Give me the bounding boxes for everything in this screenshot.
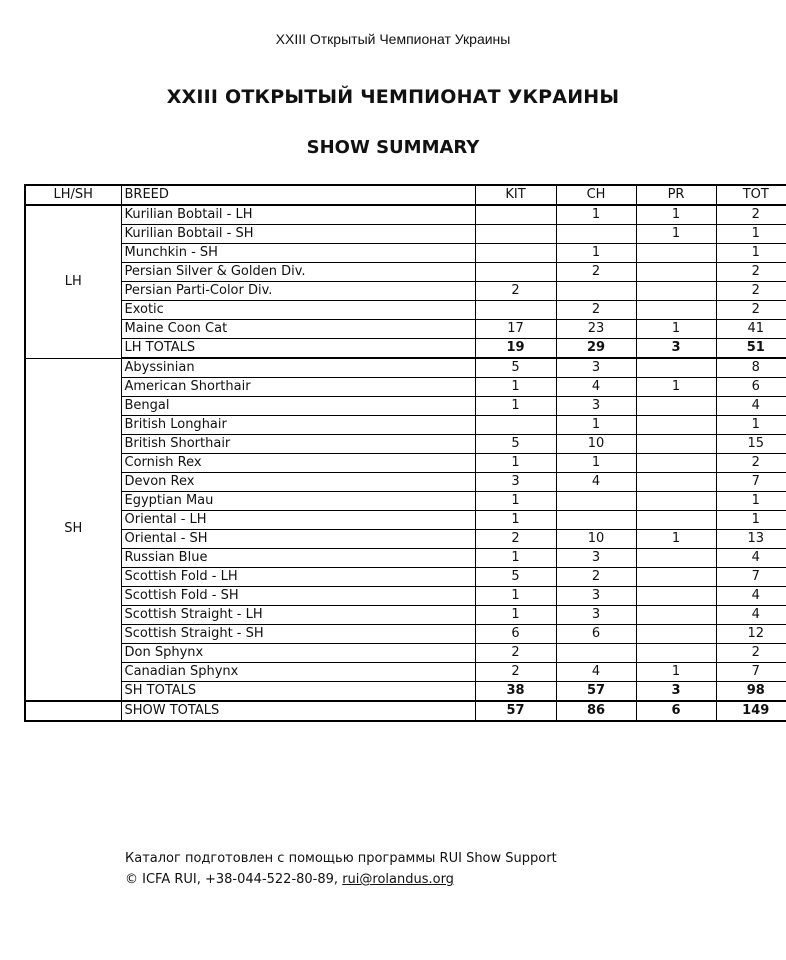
ch-cell: 4 xyxy=(556,663,636,682)
table-row xyxy=(25,397,786,416)
show-total-kit-cell: 57 xyxy=(475,701,556,721)
table-row xyxy=(25,225,786,244)
breed-cell: Exotic xyxy=(121,301,475,320)
pr-cell xyxy=(636,397,716,416)
total-pr-cell: 3 xyxy=(636,682,716,702)
table-row xyxy=(25,435,786,454)
kit-cell: 2 xyxy=(475,282,556,301)
table-row xyxy=(25,205,786,225)
tot-cell: 41 xyxy=(716,320,786,339)
ch-cell xyxy=(556,644,636,663)
breed-cell: Canadian Sphynx xyxy=(121,663,475,682)
breed-cell: Egyptian Mau xyxy=(121,492,475,511)
show-total-group-cell xyxy=(25,701,121,721)
ch-cell: 1 xyxy=(556,416,636,435)
pr-cell xyxy=(636,587,716,606)
ch-cell xyxy=(556,511,636,530)
table-row xyxy=(25,492,786,511)
pr-cell xyxy=(636,644,716,663)
page-subtitle: SHOW SUMMARY xyxy=(306,137,480,158)
breed-cell: Bengal xyxy=(121,397,475,416)
tot-cell: 1 xyxy=(716,225,786,244)
table-row xyxy=(25,606,786,625)
group-label-cell: SH xyxy=(25,358,121,701)
breed-cell: Don Sphynx xyxy=(121,644,475,663)
show-total-pr-cell: 6 xyxy=(636,701,716,721)
column-header-breed: BREED xyxy=(121,185,475,205)
tot-cell: 1 xyxy=(716,416,786,435)
tot-cell: 7 xyxy=(716,473,786,492)
breed-cell: Maine Coon Cat xyxy=(121,320,475,339)
pr-cell xyxy=(636,511,716,530)
table-row xyxy=(25,625,786,644)
pr-cell xyxy=(636,244,716,263)
tot-cell: 15 xyxy=(716,435,786,454)
table-header-row xyxy=(25,185,786,205)
ch-cell xyxy=(556,282,636,301)
tot-cell: 2 xyxy=(716,644,786,663)
table-row xyxy=(25,587,786,606)
pr-cell: 1 xyxy=(636,663,716,682)
ch-cell: 2 xyxy=(556,263,636,282)
kit-cell xyxy=(475,263,556,282)
pr-cell xyxy=(636,473,716,492)
table-row xyxy=(25,378,786,397)
total-kit-cell: 38 xyxy=(475,682,556,702)
breed-cell: American Shorthair xyxy=(121,378,475,397)
pr-cell xyxy=(636,606,716,625)
kit-cell xyxy=(475,244,556,263)
breed-cell: Oriental - SH xyxy=(121,530,475,549)
pr-cell xyxy=(636,435,716,454)
column-header-kit: KIT xyxy=(475,185,556,205)
total-pr-cell: 3 xyxy=(636,339,716,359)
kit-cell: 5 xyxy=(475,358,556,378)
ch-cell: 3 xyxy=(556,587,636,606)
kit-cell xyxy=(475,301,556,320)
pr-cell xyxy=(636,454,716,473)
ch-cell: 10 xyxy=(556,435,636,454)
table-row xyxy=(25,663,786,682)
pr-cell xyxy=(636,625,716,644)
pr-cell xyxy=(636,263,716,282)
total-label-cell: SH TOTALS xyxy=(121,682,475,702)
breed-cell: Persian Parti-Color Div. xyxy=(121,282,475,301)
ch-cell: 3 xyxy=(556,606,636,625)
table-row xyxy=(25,511,786,530)
group-label-cell: LH xyxy=(25,205,121,358)
tot-cell: 13 xyxy=(716,530,786,549)
tot-cell: 4 xyxy=(716,397,786,416)
breed-cell: Persian Silver & Golden Div. xyxy=(121,263,475,282)
kit-cell: 1 xyxy=(475,549,556,568)
kit-cell: 2 xyxy=(475,530,556,549)
pr-cell xyxy=(636,416,716,435)
pr-cell: 1 xyxy=(636,320,716,339)
pr-cell: 1 xyxy=(636,530,716,549)
kit-cell: 6 xyxy=(475,625,556,644)
table-row xyxy=(25,263,786,282)
kit-cell: 5 xyxy=(475,568,556,587)
tot-cell: 2 xyxy=(716,454,786,473)
breed-cell: British Shorthair xyxy=(121,435,475,454)
ch-cell: 23 xyxy=(556,320,636,339)
group-total-row xyxy=(25,682,786,702)
kit-cell: 1 xyxy=(475,511,556,530)
kit-cell: 17 xyxy=(475,320,556,339)
kit-cell: 1 xyxy=(475,587,556,606)
table-row xyxy=(25,530,786,549)
ch-cell: 1 xyxy=(556,244,636,263)
tot-cell: 6 xyxy=(716,378,786,397)
document-header: XXIII Открытый Чемпионат Украины xyxy=(275,31,511,47)
pr-cell xyxy=(636,549,716,568)
total-label-cell: LH TOTALS xyxy=(121,339,475,359)
breed-cell: Scottish Straight - SH xyxy=(121,625,475,644)
kit-cell: 1 xyxy=(475,397,556,416)
table-row xyxy=(25,568,786,587)
show-total-tot-cell: 149 xyxy=(716,701,786,721)
pr-cell xyxy=(636,492,716,511)
footer xyxy=(125,848,557,890)
breed-cell: Kurilian Bobtail - LH xyxy=(121,205,475,225)
kit-cell xyxy=(475,225,556,244)
table-row xyxy=(25,244,786,263)
tot-cell: 2 xyxy=(716,263,786,282)
footer-credit: Каталог подготовлен с помощью программы RUI Show Support xyxy=(125,851,557,866)
breed-cell: Oriental - LH xyxy=(121,511,475,530)
table-row xyxy=(25,416,786,435)
column-header-lhsh: LH/SH xyxy=(25,185,121,205)
table-body xyxy=(25,205,786,721)
show-total-ch-cell: 86 xyxy=(556,701,636,721)
table-row xyxy=(25,473,786,492)
group-total-row xyxy=(25,339,786,359)
breed-cell: Scottish Fold - SH xyxy=(121,587,475,606)
kit-cell: 1 xyxy=(475,378,556,397)
kit-cell: 1 xyxy=(475,492,556,511)
ch-cell: 1 xyxy=(556,454,636,473)
breed-cell: Abyssinian xyxy=(121,358,475,378)
ch-cell: 2 xyxy=(556,301,636,320)
ch-cell: 10 xyxy=(556,530,636,549)
tot-cell: 12 xyxy=(716,625,786,644)
tot-cell: 8 xyxy=(716,358,786,378)
breed-cell: British Longhair xyxy=(121,416,475,435)
tot-cell: 7 xyxy=(716,568,786,587)
total-ch-cell: 29 xyxy=(556,339,636,359)
pr-cell: 1 xyxy=(636,205,716,225)
ch-cell: 6 xyxy=(556,625,636,644)
kit-cell: 2 xyxy=(475,663,556,682)
show-summary-table xyxy=(24,184,786,722)
show-total-row xyxy=(25,701,786,721)
ch-cell: 4 xyxy=(556,473,636,492)
pr-cell xyxy=(636,301,716,320)
ch-cell xyxy=(556,492,636,511)
column-header-ch: CH xyxy=(556,185,636,205)
footer-contact xyxy=(125,869,557,890)
ch-cell: 3 xyxy=(556,549,636,568)
breed-cell: Kurilian Bobtail - SH xyxy=(121,225,475,244)
show-total-label-cell: SHOW TOTALS xyxy=(121,701,475,721)
pr-cell xyxy=(636,568,716,587)
ch-cell xyxy=(556,225,636,244)
breed-cell: Scottish Straight - LH xyxy=(121,606,475,625)
kit-cell: 5 xyxy=(475,435,556,454)
tot-cell: 2 xyxy=(716,301,786,320)
column-header-tot: TOT xyxy=(716,185,786,205)
tot-cell: 1 xyxy=(716,244,786,263)
email-link[interactable]: rui@rolandus.org xyxy=(342,872,454,887)
table-row xyxy=(25,454,786,473)
table-row xyxy=(25,358,786,378)
tot-cell: 1 xyxy=(716,511,786,530)
table-row xyxy=(25,282,786,301)
total-tot-cell: 51 xyxy=(716,339,786,359)
pr-cell xyxy=(636,358,716,378)
footer-contact-text: © ICFA RUI, +38-044-522-80-89, xyxy=(125,872,343,887)
page-title: XXIII ОТКРЫТЫЙ ЧЕМПИОНАТ УКРАИНЫ xyxy=(166,86,620,108)
kit-cell: 2 xyxy=(475,644,556,663)
tot-cell: 7 xyxy=(716,663,786,682)
kit-cell: 3 xyxy=(475,473,556,492)
kit-cell xyxy=(475,205,556,225)
total-kit-cell: 19 xyxy=(475,339,556,359)
tot-cell: 4 xyxy=(716,587,786,606)
kit-cell: 1 xyxy=(475,606,556,625)
kit-cell xyxy=(475,416,556,435)
tot-cell: 1 xyxy=(716,492,786,511)
ch-cell: 3 xyxy=(556,358,636,378)
ch-cell: 3 xyxy=(556,397,636,416)
ch-cell: 2 xyxy=(556,568,636,587)
breed-cell: Russian Blue xyxy=(121,549,475,568)
tot-cell: 2 xyxy=(716,205,786,225)
breed-cell: Scottish Fold - LH xyxy=(121,568,475,587)
table-row xyxy=(25,549,786,568)
column-header-pr: PR xyxy=(636,185,716,205)
total-ch-cell: 57 xyxy=(556,682,636,702)
tot-cell: 4 xyxy=(716,606,786,625)
ch-cell: 4 xyxy=(556,378,636,397)
tot-cell: 4 xyxy=(716,549,786,568)
tot-cell: 2 xyxy=(716,282,786,301)
breed-cell: Munchkin - SH xyxy=(121,244,475,263)
kit-cell: 1 xyxy=(475,454,556,473)
breed-cell: Devon Rex xyxy=(121,473,475,492)
pr-cell: 1 xyxy=(636,378,716,397)
table-row xyxy=(25,644,786,663)
total-tot-cell: 98 xyxy=(716,682,786,702)
ch-cell: 1 xyxy=(556,205,636,225)
pr-cell: 1 xyxy=(636,225,716,244)
table-row xyxy=(25,320,786,339)
breed-cell: Cornish Rex xyxy=(121,454,475,473)
table-row xyxy=(25,301,786,320)
pr-cell xyxy=(636,282,716,301)
